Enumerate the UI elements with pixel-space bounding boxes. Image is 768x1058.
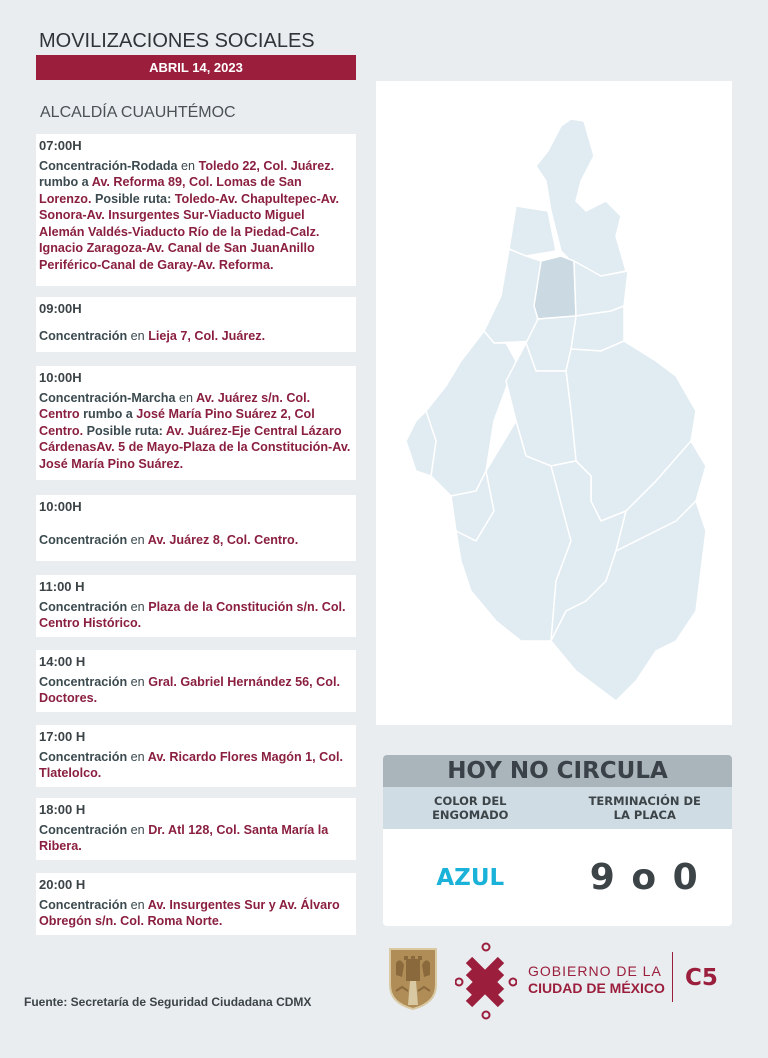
event-type: Concentración-Marcha bbox=[39, 390, 176, 405]
hoy-no-circula-values bbox=[383, 829, 732, 926]
event-type: Concentración-Rodada bbox=[39, 158, 178, 173]
event-time: 18:00 H bbox=[39, 802, 86, 817]
event-card bbox=[36, 725, 356, 787]
event-time: 20:00 H bbox=[39, 877, 86, 892]
event-direction: rumbo a bbox=[83, 407, 133, 421]
event-card bbox=[36, 798, 356, 860]
source-text: Fuente: Secretaría de Seguridad Ciudadana CDMX bbox=[24, 995, 312, 1009]
plate-label bbox=[558, 787, 733, 829]
event-destination: José María Pino Suárez 2, Col Centro. bbox=[39, 407, 315, 438]
event-location: Av. Ricardo Flores Magón 1, Col. Tlatelolco. bbox=[39, 749, 343, 780]
event-time: 11:00 H bbox=[39, 579, 85, 594]
event-time: 10:00H bbox=[39, 499, 82, 514]
event-connector: en bbox=[130, 674, 145, 689]
gov-line-2: CIUDAD DE MÉXICO bbox=[528, 980, 665, 996]
event-connector: en bbox=[130, 328, 145, 343]
event-connector: en bbox=[130, 822, 145, 837]
event-time: 14:00 H bbox=[39, 654, 86, 669]
event-type: Concentración bbox=[39, 749, 128, 764]
cdmx-map-svg bbox=[376, 81, 732, 725]
event-description bbox=[39, 158, 353, 274]
event-route-label: Posible ruta: bbox=[86, 423, 163, 438]
gobierno-cdmx-wordmark bbox=[528, 963, 665, 997]
color-label-text: COLOR DEL ENGOMADO bbox=[432, 794, 509, 822]
event-card bbox=[36, 650, 356, 712]
event-card bbox=[36, 297, 356, 352]
hoy-no-circula-panel bbox=[383, 755, 732, 926]
color-label bbox=[383, 787, 558, 829]
event-type: Concentración bbox=[39, 532, 128, 547]
event-connector: en bbox=[181, 158, 196, 173]
plate-label-text: TERMINACIÓN DE LA PLACA bbox=[588, 794, 701, 822]
event-time: 17:00 H bbox=[39, 729, 86, 744]
event-type: Concentración bbox=[39, 897, 128, 912]
event-location: Av. Juárez 8, Col. Centro. bbox=[147, 532, 299, 547]
event-connector: en bbox=[178, 390, 193, 405]
event-location: Lieja 7, Col. Juárez. bbox=[148, 328, 266, 343]
event-card bbox=[36, 495, 356, 561]
date-banner: ABRIL 14, 2023 bbox=[36, 55, 356, 80]
event-type: Concentración bbox=[39, 599, 128, 614]
event-location: Toledo 22, Col. Juárez. bbox=[198, 158, 335, 173]
event-destination: Av. Reforma 89, Col. Lomas de San Lorenzo. bbox=[39, 175, 302, 206]
event-description bbox=[39, 599, 353, 632]
cdmx-knot-logo-icon bbox=[455, 942, 517, 1020]
event-time: 10:00H bbox=[39, 370, 82, 385]
event-card bbox=[36, 873, 356, 935]
event-connector: en bbox=[130, 749, 145, 764]
event-description bbox=[39, 822, 353, 855]
event-direction: rumbo a bbox=[39, 175, 89, 189]
event-type: Concentración bbox=[39, 822, 128, 837]
event-location: Plaza de la Constitución s/n. Col. Centro Histórico. bbox=[39, 599, 346, 630]
event-card bbox=[36, 366, 356, 480]
event-route: Av. Juárez-Eje Central Lázaro CárdenasAv. 5 de Mayo-Plaza de la Constitución-Av. José María Pino Suárez. bbox=[39, 423, 351, 471]
event-location: Av. Juárez s/n. Col. Centro bbox=[39, 390, 311, 421]
event-connector: en bbox=[130, 599, 145, 614]
event-description bbox=[39, 897, 353, 930]
event-description bbox=[39, 328, 353, 345]
color-value: AZUL bbox=[436, 864, 505, 891]
event-time: 09:00H bbox=[39, 301, 82, 316]
event-route: Toledo-Av. Chapultepec-Av. Sonora-Av. Insurgentes Sur-Viaducto Miguel Alemán Valdés-Viaducto Río de la Piedad-Calz. Ignacio Zaragoza-Av. Canal de San JuanAnillo Periférico-Canal de Garay-Av. Reforma. bbox=[39, 191, 339, 272]
event-description bbox=[39, 532, 353, 549]
hoy-no-circula-title: HOY NO CIRCULA bbox=[383, 755, 732, 787]
cdmx-shield-icon bbox=[388, 947, 438, 1011]
event-connector: en bbox=[130, 897, 145, 912]
gov-line-1: GOBIERNO DE LA bbox=[528, 963, 662, 979]
event-connector: en bbox=[130, 532, 145, 547]
alcaldia-heading: ALCALDÍA CUAUHTÉMOC bbox=[40, 104, 236, 121]
event-route-label: Posible ruta: bbox=[94, 191, 172, 206]
event-time: 07:00H bbox=[39, 138, 82, 153]
c5-logo: C5 bbox=[685, 965, 718, 991]
event-description bbox=[39, 674, 353, 707]
page-title: MOVILIZACIONES SOCIALES bbox=[39, 30, 315, 52]
event-card bbox=[36, 575, 356, 637]
event-location: Av. Insurgentes Sur y Av. Álvaro Obregón s/n. Col. Roma Norte. bbox=[39, 897, 340, 928]
event-description bbox=[39, 390, 353, 473]
event-type: Concentración bbox=[39, 328, 128, 343]
event-location: Gral. Gabriel Hernández 56, Col. Doctores. bbox=[39, 674, 340, 705]
event-description bbox=[39, 749, 353, 782]
hoy-no-circula-labels bbox=[383, 787, 732, 829]
event-location: Dr. Atl 128, Col. Santa María la Ribera. bbox=[39, 822, 329, 853]
event-type: Concentración bbox=[39, 674, 128, 689]
plate-value: 9 o 0 bbox=[589, 857, 700, 898]
event-card bbox=[36, 134, 356, 286]
logo-divider bbox=[672, 952, 673, 1002]
cdmx-map bbox=[376, 81, 732, 725]
